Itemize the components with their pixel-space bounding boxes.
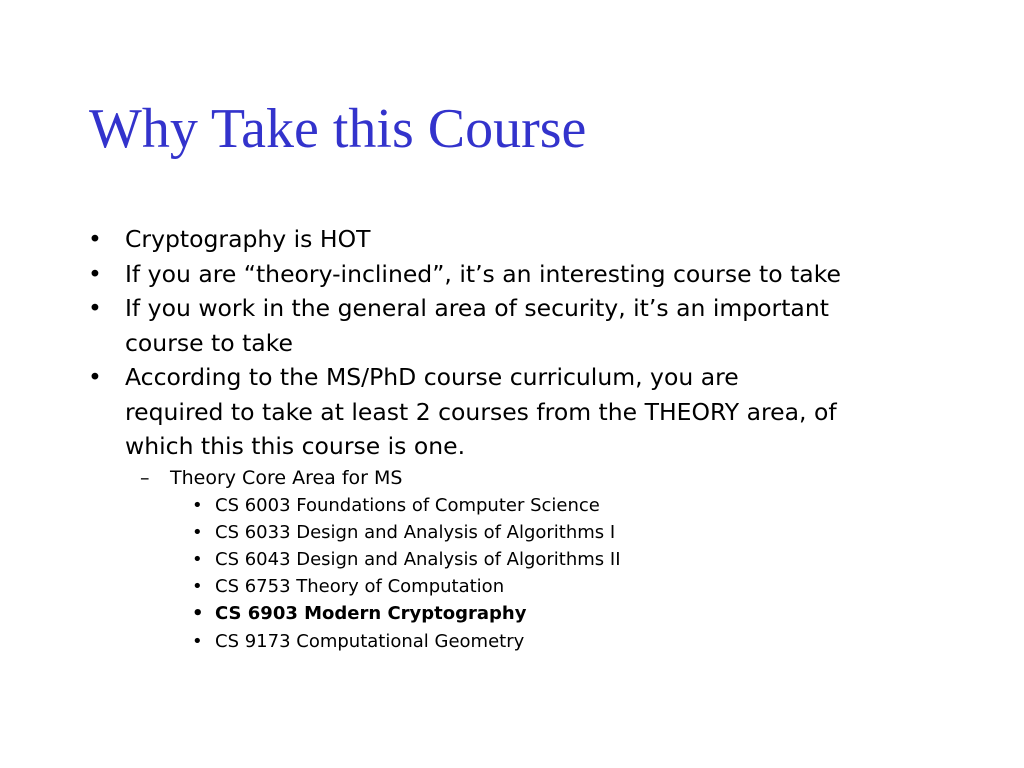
bullet-glyph: • <box>88 294 102 322</box>
course-item-highlighted <box>88 600 938 627</box>
sub-bullet-item <box>88 464 938 492</box>
bullet-glyph: • <box>192 521 203 543</box>
course-text: CS 6903 Modern Cryptography <box>215 603 527 625</box>
bullet-glyph: • <box>192 603 204 625</box>
bullet-glyph: • <box>88 259 102 288</box>
sub-heading: Theory Core Area for MS <box>170 466 403 489</box>
bullet-glyph: • <box>192 494 203 516</box>
slide-title: Why Take this Course <box>89 98 587 160</box>
course-text: CS 9173 Computational Geometry <box>215 630 525 652</box>
course-item <box>88 546 938 573</box>
bullet-item <box>88 222 938 257</box>
bullet-text-line: If you work in the general area of security, it’s an important <box>125 294 829 322</box>
bullet-item <box>88 257 938 292</box>
bullet-glyph: • <box>192 630 203 652</box>
bullet-item <box>88 291 938 360</box>
bullet-glyph: • <box>88 225 102 253</box>
bullet-text: Cryptography is HOT <box>125 225 371 253</box>
bullet-text-line: According to the MS/PhD course curriculum, you are <box>125 363 739 391</box>
course-text: CS 6043 Design and Analysis of Algorithms II <box>215 548 621 570</box>
bullet-text-line: which this this course is one. <box>125 432 466 460</box>
slide-content <box>88 222 938 655</box>
course-item <box>88 573 938 600</box>
dash-glyph: – <box>140 466 150 489</box>
bullet-text-line: required to take at least 2 courses from the THEORY area, of <box>125 397 837 426</box>
course-item <box>88 628 938 655</box>
bullet-glyph: • <box>88 363 102 391</box>
bullet-item <box>88 360 938 464</box>
course-item <box>88 519 938 546</box>
course-item <box>88 492 938 519</box>
course-text: CS 6753 Theory of Computation <box>215 576 505 598</box>
bullet-text-line: course to take <box>125 328 293 357</box>
bullet-glyph: • <box>192 576 203 598</box>
course-text: CS 6033 Design and Analysis of Algorithms I <box>215 521 616 543</box>
bullet-glyph: • <box>192 548 203 570</box>
bullet-text: If you are “theory-inclined”, it’s an interesting course to take <box>125 259 841 288</box>
course-text: CS 6003 Foundations of Computer Science <box>215 494 600 516</box>
